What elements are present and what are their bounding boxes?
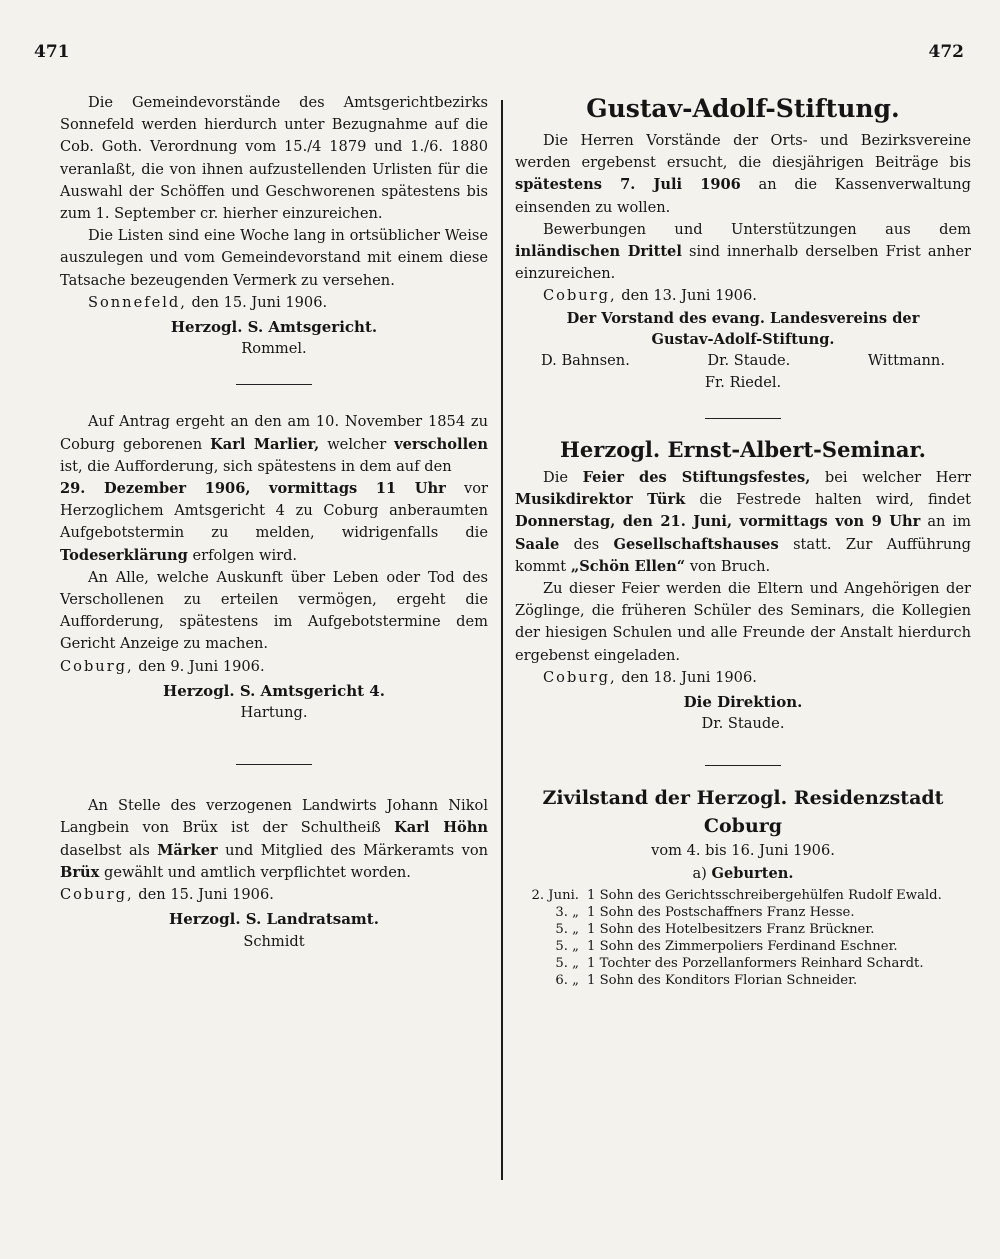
text: des xyxy=(573,535,600,553)
text: ist, die Aufforderung, sich spätestens in dem auf den xyxy=(60,457,452,475)
signature-name: Hartung. xyxy=(240,704,308,722)
notice-maerker xyxy=(60,795,488,952)
text: vor Herzoglichem Amtsgericht 4 zu Coburg anberaumten Aufgebotstermin zu melden, widrigenfalls die xyxy=(60,480,488,542)
place-date xyxy=(60,292,488,314)
signature-authority: Herzogl. S. Amtsgericht 4. xyxy=(163,681,385,700)
heading-zivilstand: Zivilstand der Herzogl. Residenzstadt Coburg xyxy=(542,787,944,838)
birth-entry: 1 Sohn des Zimmerpoliers Ferdinand Eschner. xyxy=(587,938,898,954)
separator-rule xyxy=(705,765,781,766)
heading-seminar: Herzogl. Ernst-Albert-Seminar. xyxy=(560,437,926,463)
separator-rule xyxy=(705,418,781,419)
notice-paragraph: Die Listen sind eine Woche lang in ortsüblicher Weise auszulegen und vom Gemeindevorstand mit einem diese Tatsache bezeugenden Vermerk zu versehen. xyxy=(60,227,488,289)
notice-paragraph xyxy=(515,219,971,286)
deadline: 29. Dezember 1906, vormittags 11 Uhr xyxy=(60,480,446,498)
signature-authority: Herzogl. S. Amtsgericht. xyxy=(170,318,378,337)
place-name: Brüx xyxy=(60,863,100,881)
period: vom 4. bis 16. Juni 1906. xyxy=(651,842,835,860)
text: von Bruch. xyxy=(689,557,771,575)
text: Auf Antrag ergeht an den am 10. November 1854 zu Coburg geborenen xyxy=(60,413,488,453)
place-date xyxy=(515,285,971,307)
deadline: spätestens 7. Juli 1906 xyxy=(515,176,741,194)
birth-entry: 1 Sohn des Konditors Florian Schneider. xyxy=(587,972,858,988)
text: sind innerhalb derselben Frist anher einzureichen. xyxy=(515,243,971,283)
birth-entry: 1 Sohn des Gerichtsschreibergehülfen Rudolf Ewald. xyxy=(587,887,942,903)
notice-paragraph xyxy=(60,411,488,566)
notice-gustav-adolf xyxy=(515,92,971,394)
notice-paragraph: Die Gemeindevorstände des Amtsgerichtbezirks Sonnefeld werden hierdurch unter Bezugnahme auf die Cob. Goth. Verordnung vom 15./4 1879 und 1./6. 1880 veranlaßt, die von ihnen aufzustellenden Urlisten für die Auswahl der Schöffen und Geschworenen spätestens bis zum 1. September cr. hierher einzureichen. xyxy=(60,94,488,223)
notice-paragraph xyxy=(60,795,488,884)
right-column xyxy=(515,92,971,989)
signature-authority: Herzogl. S. Landratsamt. xyxy=(169,910,379,929)
place: Coburg, xyxy=(543,668,617,686)
emphasis: Gesellschaftshauses xyxy=(613,535,779,553)
table-row xyxy=(515,904,971,921)
birth-date: 5. „ xyxy=(555,955,579,971)
signature-name: Fr. Riedel. xyxy=(704,373,782,391)
signature-name: Schmidt xyxy=(243,932,305,950)
notice-paragraph xyxy=(515,467,971,578)
text: erfolgen wird. xyxy=(192,546,298,564)
text: bei welcher Herr xyxy=(824,469,972,487)
emphasis: Todeserklärung xyxy=(60,546,188,564)
text: Die xyxy=(543,469,569,487)
date: den 13. Juni 1906. xyxy=(621,287,757,305)
work-title: „Schön Ellen“ xyxy=(570,557,686,575)
notice-seminar xyxy=(515,435,971,735)
text: Die Herren Vorstände der Orts- und Bezirksvereine werden ergebenst ersucht, die diesjährigen Beiträge bis xyxy=(515,132,971,172)
separator-rule xyxy=(236,384,312,385)
birth-date: 5. „ xyxy=(555,938,579,954)
date: den 18. Juni 1906. xyxy=(621,668,757,686)
place: Coburg, xyxy=(60,886,134,904)
signature-name: Dr. Staude. xyxy=(701,715,785,733)
place-date xyxy=(60,656,488,678)
birth-entry: 1 Tochter des Porzellanformers Reinhard Schardt. xyxy=(587,955,924,971)
notice-paragraph xyxy=(515,130,971,219)
left-column xyxy=(60,92,488,953)
heading-gustav-adolf: Gustav-Adolf-Stiftung. xyxy=(586,94,900,123)
emphasis: inländischen Drittel xyxy=(515,243,682,261)
page-number-right: 472 xyxy=(928,42,964,62)
column-divider xyxy=(501,100,503,1180)
notice-paragraph: An Alle, welche Auskunft über Leben oder Tod des Verschollenen zu erteilen vermögen, ergeht die Aufforderung, spätestens im Aufgebotstermine dem Gericht Anzeige zu machen. xyxy=(60,568,488,653)
person-name: Musikdirektor Türk xyxy=(515,491,686,509)
emphasis: verschollen xyxy=(394,435,489,453)
table-row xyxy=(515,972,971,989)
signature-authority: Die Direktion. xyxy=(683,693,803,712)
table-row xyxy=(515,955,971,972)
place: Coburg, xyxy=(543,287,617,305)
signature-name: Wittmann. xyxy=(867,351,945,369)
birth-date: 3. „ xyxy=(555,904,579,920)
births-table xyxy=(515,887,971,989)
emphasis: Feier des Stiftungsfestes, xyxy=(582,469,811,487)
signature-name: Dr. Staude. xyxy=(707,351,791,369)
notice-schoeffen xyxy=(60,92,488,360)
text: daselbst als xyxy=(60,841,150,859)
text: die Festrede halten wird, findet xyxy=(699,491,971,509)
place-date xyxy=(515,667,971,689)
notice-marlier xyxy=(60,411,488,724)
text: gewählt und amtlich verpflichtet worden. xyxy=(103,863,411,881)
separator-rule xyxy=(236,764,312,765)
table-row xyxy=(515,921,971,938)
birth-entry: 1 Sohn des Postschaffners Franz Hesse. xyxy=(587,904,855,920)
section-heading xyxy=(515,863,971,885)
page-number-left: 471 xyxy=(34,42,70,62)
signature-name: Rommel. xyxy=(241,340,307,358)
birth-date: 6. „ xyxy=(555,972,579,988)
table-row xyxy=(515,887,971,904)
event-time: Donnerstag, den 21. Juni, vormittags von 9 Uhr xyxy=(515,513,921,531)
date: den 9. Juni 1906. xyxy=(138,657,265,675)
text: Bewerbungen und Unterstützungen aus dem xyxy=(543,220,971,238)
table-row xyxy=(515,938,971,955)
birth-entry: 1 Sohn des Hotelbesitzers Franz Brückner. xyxy=(587,921,875,937)
person-name: Karl Marlier, xyxy=(210,435,320,453)
emphasis: Saale xyxy=(515,535,560,553)
date: den 15. Juni 1906. xyxy=(191,293,328,311)
notice-zivilstand xyxy=(515,784,971,988)
emphasis: Märker xyxy=(157,841,218,859)
birth-date: 2. Juni. xyxy=(531,887,579,903)
text: An Stelle des verzogenen Landwirts Johann Nikol Langbein von Brüx ist der Schultheiß xyxy=(60,797,488,837)
text: welcher xyxy=(327,435,387,453)
birth-date: 5. „ xyxy=(555,921,579,937)
signature-name: D. Bahnsen. xyxy=(541,351,630,369)
signature-authority: Gustav-Adolf-Stiftung. xyxy=(651,330,835,348)
date: den 15. Juni 1906. xyxy=(138,886,274,904)
text: und Mitglied des Märkeramts von xyxy=(225,841,489,859)
signature-authority: Der Vorstand des evang. Landesvereins der xyxy=(566,309,920,327)
text: an die Kassenverwaltung einsenden zu wollen. xyxy=(515,176,971,216)
person-name: Karl Höhn xyxy=(394,819,489,837)
section-title: Geburten. xyxy=(711,864,794,882)
notice-paragraph: Zu dieser Feier werden die Eltern und Angehörigen der Zöglinge, die früheren Schüler des Seminars, die Kollegien der hiesigen Schulen und alle Freunde der Anstalt hierdurch ergebenst eingeladen. xyxy=(515,580,971,664)
text: an im xyxy=(927,513,972,531)
text: statt. Zur Aufführung kommt xyxy=(515,535,971,575)
signature-names xyxy=(515,350,971,372)
place-date xyxy=(60,884,488,906)
place: Coburg, xyxy=(60,657,134,675)
place: Sonnefeld, xyxy=(88,293,187,311)
section-prefix: a) xyxy=(692,864,707,882)
